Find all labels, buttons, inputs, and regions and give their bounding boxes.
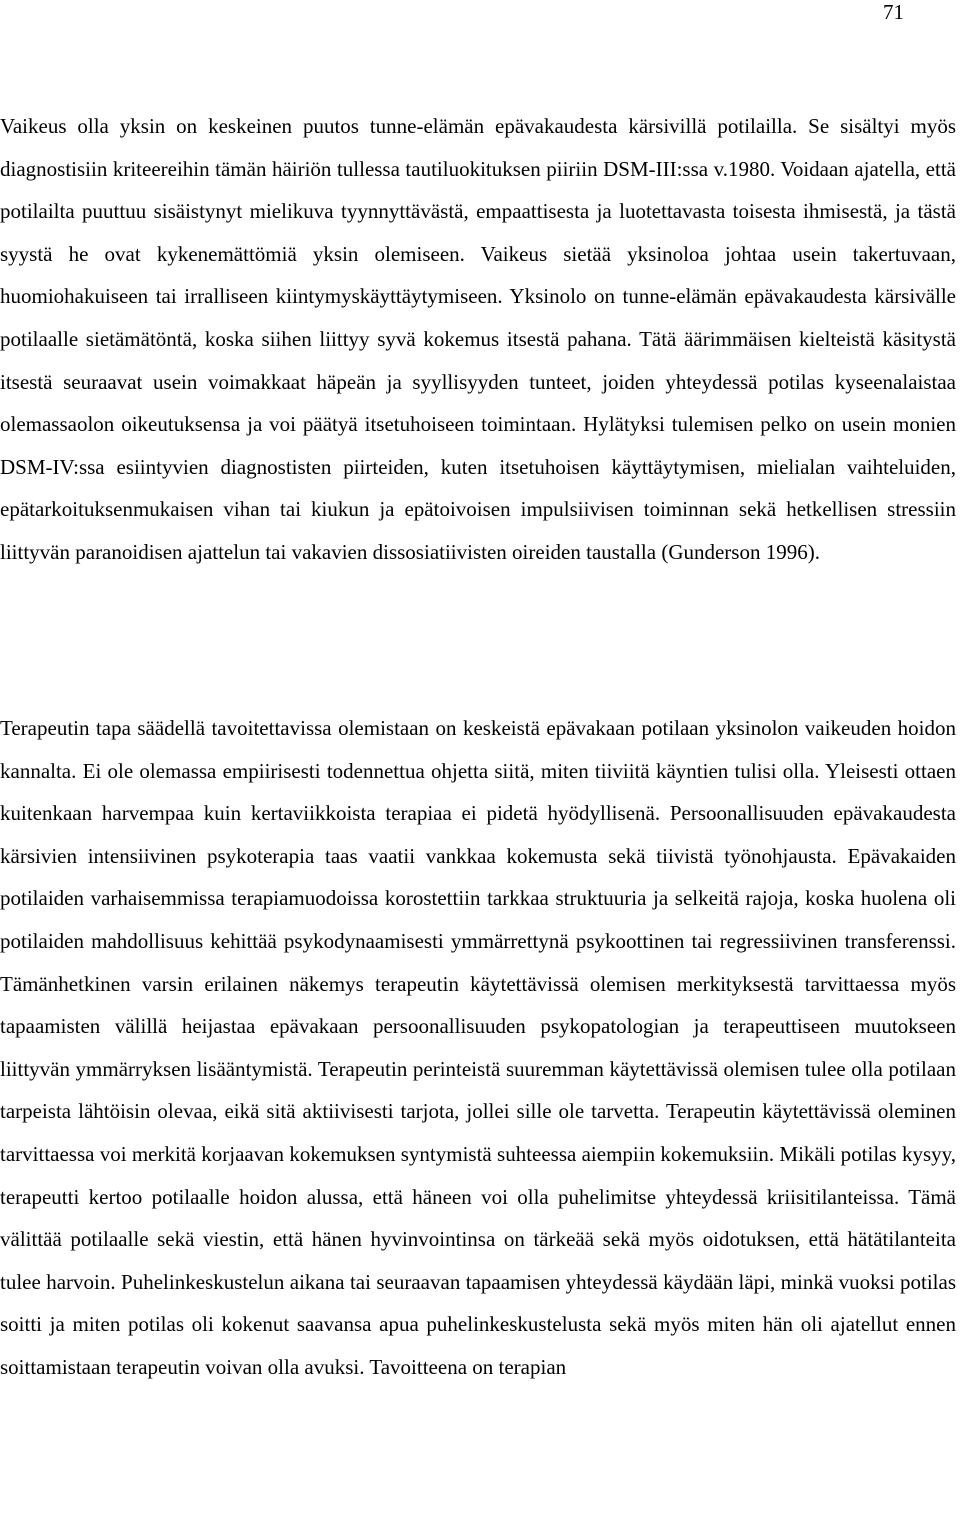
paragraph-2: Terapeutin tapa säädellä tavoitettavissa olemistaan on keskeistä epävakaan potilaan yksinolon vaikeuden hoidon kannalta. Ei ole olemassa empiirisesti todennettua ohjetta siitä, miten tiiviitä käyntien tulisi olla. Yleisesti ottaen kuitenkaan harvempaa kuin kertaviikkoista terapiaa ei pidetä hyödyllisenä. Persoonallisuuden epävakaudesta kärsivien intensiivinen psykoterapia taas vaatii vankkaa kokemusta sekä tiivistä työnohjausta. Epävakaiden potilaiden varhaisemmissa terapiamuodoissa korostettiin tarkkaa struktuuria ja selkeitä rajoja, koska huolena oli potilaiden mahdollisuus kehittää psykodynaamisesti ymmärrettynä psykoottinen tai regressiivinen transferenssi. Tämänhetkinen varsin erilainen näkemys terapeutin käytettävissä olemisen merkityksestä tarvittaessa myös tapaamisten välillä heijastaa epävakaan persoonallisuuden psykopatologian ja terapeuttiseen muutokseen liittyvän ymmärryksen lisääntymistä. Terapeutin perinteistä suuremman käytettävissä olemisen tulee olla potilaan tarpeista lähtöisin olevaa, eikä sitä aktiivisesti tarjota, jollei sille ole tarvetta. Terapeutin käytettävissä oleminen tarvittaessa voi merkitä korjaavan kokemuksen syntymistä suhteessa aiempiin kokemuksiin. Mikäli potilas kysyy, terapeutti kertoo potilaalle hoidon alussa, että häneen voi olla puhelimitse yhteydessä kriisitilanteissa. Tämä välittää potilaalle sekä viestin, että hänen hyvinvointinsa on tärkeää sekä myös oidotuksen, että hätätilanteita tulee harvoin. Puhelinkeskustelun aikana tai seuraavan tapaamisen yhteydessä käydään läpi, minkä vuoksi potilas soitti ja miten potilas oli kokenut saavansa apua puhelinkeskustelusta sekä myös miten hän oli ajatellut ennen soittamistaan terapeutin voivan olla avuksi. Tavoitteena on terapian (0, 716, 956, 1379)
paragraph-1: Vaikeus olla yksin on keskeinen puutos tunne-elämän epävakaudesta kärsivillä potilailla. Se sisältyi myös diagnostisiin kriteereihin tämän häiriön tullessa tautiluokituksen piiriin DSM-III:ssa v.1980. Voidaan ajatella, että potilailta puuttuu sisäistynyt mielikuva tyynnyttävästä, empaattisesta ja luotettavasta toisesta ihmisestä, ja tästä syystä he ovat kykenemättömiä yksin olemiseen. Vaikeus sietää yksinoloa johtaa usein takertuvaan, huomiohakuiseen tai irralliseen kiintymyskäyttäytymiseen. Yksinolo on tunne-elämän epävakaudesta kärsivälle potilaalle sietämätöntä, koska siihen liittyy syvä kokemus itsestä pahana. Tätä äärimmäisen kielteistä käsitystä itsestä seuraavat usein voimakkaat häpeän ja syyllisyyden tunteet, joiden yhteydessä potilas kyseenalaistaa olemassaolon oikeutuksensa ja voi päätyä itsetuhoiseen toimintaan. Hylätyksi tulemisen pelko on usein monien DSM-IV:ssa esiintyvien diagnostisten piirteiden, kuten itsetuhoisen käyttäytymisen, mielialan vaihteluiden, epätarkoituksenmukaisen vihan tai kiukun ja epätoivoisen impulsiivisen toiminnan sekä hetkellisen stressiin liittyvän paranoidisen ajattelun tai vakavien dissosiatiivisten oireiden taustalla (Gunderson 1996). (0, 114, 956, 564)
page-number: 71 (883, 0, 904, 24)
